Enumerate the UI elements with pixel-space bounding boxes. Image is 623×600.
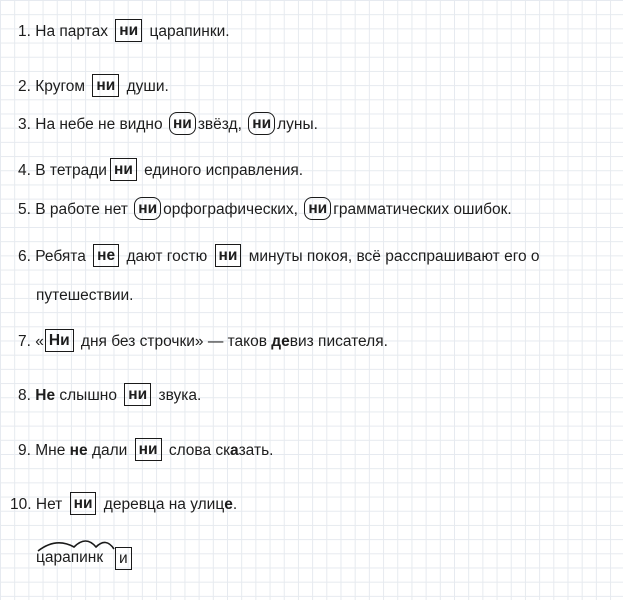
- particle-box: ни: [115, 19, 142, 42]
- particle-box: ни: [124, 383, 151, 406]
- sentence-9: 9. Мне не дали ни слова сказать.: [18, 439, 273, 463]
- particle-box: Ни: [45, 329, 74, 352]
- sentence-3: 3. На небе не видно ни звёзд, ни луны.: [18, 113, 318, 137]
- conjunction-oval: ни: [134, 197, 161, 220]
- particle-box: ни: [110, 158, 137, 181]
- conjunction-oval: ни: [169, 112, 196, 135]
- sentence-6-continuation: путешествии.: [36, 287, 134, 304]
- conjunction-oval: ни: [304, 197, 331, 220]
- sentence-2: 2. Кругом ни души.: [18, 75, 169, 99]
- sentence-6: 6. Ребята не дают гостю ни минуты покоя, всё расспрашивают его о: [18, 245, 540, 269]
- sentence-4: 4. В тетради ни единого исправления.: [18, 159, 303, 183]
- morpheme-analysis: [36, 539, 176, 579]
- sentence-7: 7. « Ни дня без строчки» — таков девиз писателя.: [18, 330, 388, 354]
- particle-box: ни: [70, 492, 97, 515]
- sentence-10: 10. Нет ни деревца на улице.: [10, 493, 237, 517]
- particle-box: ни: [215, 244, 242, 267]
- word-root: царапинк: [36, 549, 104, 566]
- word-ending: и: [115, 547, 132, 570]
- particle-box: ни: [92, 74, 119, 97]
- particle-box: не: [93, 244, 119, 267]
- sentence-5: 5. В работе нет ни орфографических, ни грамматических ошибок.: [18, 198, 512, 222]
- sentence-1: 1. На партах ни царапинки.: [18, 20, 230, 44]
- sentence-8: 8. Не слышно ни звука.: [18, 384, 201, 408]
- particle-box: ни: [135, 438, 162, 461]
- conjunction-oval: ни: [248, 112, 275, 135]
